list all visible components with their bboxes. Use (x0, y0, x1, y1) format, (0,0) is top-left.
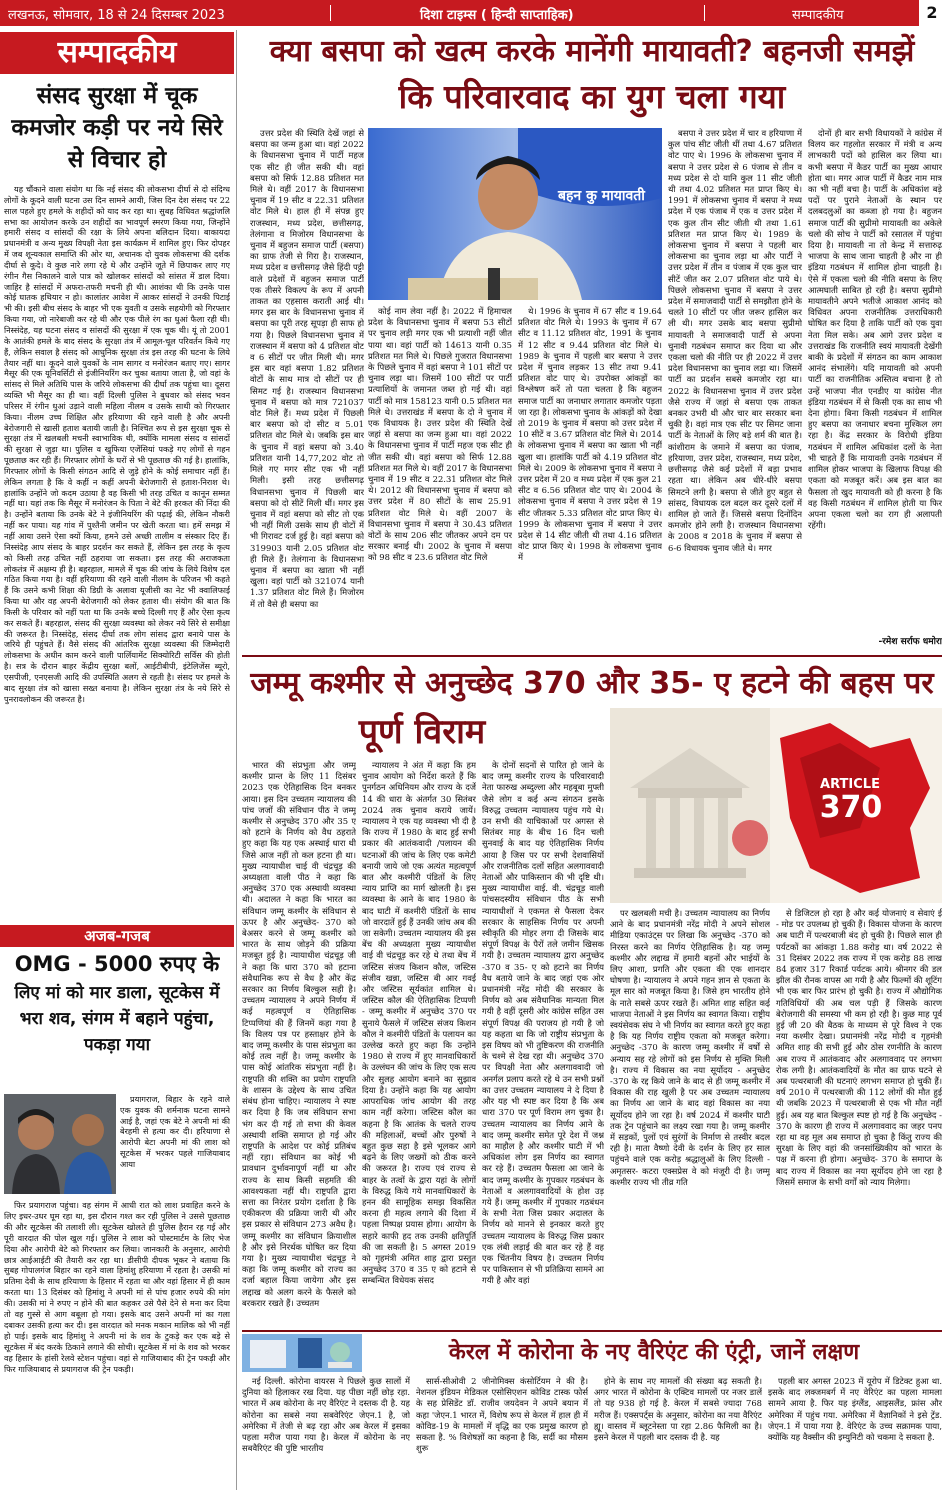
editorial-headline: संसद सुरक्षा में चूक कमजोर कड़ी पर नये सिरे से विचार हो (11, 83, 223, 173)
mayawati-author: -रमेश सर्राफ धमोरा (878, 637, 942, 647)
ajab-headline-line1: OMG - 5000 रुपए के (14, 952, 220, 976)
kerala-col2: सार्स-सीओवी 2 जीनोमिक्स कंसोर्टियम ने की है। नेशनल इंडियन मेडिकल एसोसिएशन कोविड टास्क फोर्स के सह प्रेसिडेंट डॉ. राजीव जयदेवन ने अपने बयान में कहा 'जेएन.1 भारत में, विशेष रूप से केरल में हाल ही में कोविड-19 के मामलों में वृद्धि का एक प्रमुख कारण हो सकता है. % विशेषज्ञों का कहना है कि, सर्दी का मौसम शुरू (416, 1376, 588, 1454)
photo-caption: बहन कु मायावती (558, 188, 645, 204)
article370-headline-line2: पूर्ण विराम (358, 712, 486, 752)
mayawati-headline-line1: क्या बसपा को खत्म करके मानेंगी मायावती? बहनजी समझें (269, 34, 915, 69)
dateline: लखनऊ, सोमवार, 18 से 24 दिसम्बर 2023 (8, 8, 225, 23)
article370-col1: भारत की संप्रभुता और जम्मू कश्मीर प्रान्त के लिए 11 दिसंबर 2023 एक ऐतिहासिक दिन बनकर आया। इस दिन उच्चतम न्यायालय की पांच जजों की संविधान पीठ ने जम्मू कश्मीर से अनुच्छेद 370 और 35 ए को हटाने के निर्णय को वैध ठहराते हुए कहा कि यह एक अस्थाई धारा थी जिसे आज नहीं तो कल हटना ही था। मुख्य न्यायाधीश चाई वी चंद्रचूड़ की अध्यक्षता वाली पीठ ने कहा कि अनुच्छेद 370 एक अस्थायी व्यवस्था थी। अदालत ने कहा कि भारत का संविधान जम्मू कश्मीर के संविधान से ऊपर है और अनुच्छेद- 370 को बेअसर करने से जम्मू कश्मीर को भारत के साथ जोड़ने की प्रक्रिया मजबूत हुई है। न्यायाधीश चंद्रचूड़ जी ने कहा कि धारा 370 को हटाना संवैधानिक रूप से वैध है और केंद्र सरकार का निर्णय बिल्कुल सही है। उच्चतम न्यायालय ने अपने निर्णय में कई महत्वपूर्ण व ऐतिहासिक टिप्पणियां की हैं जिनमें कहा गया है कि विलय पत्र पर हस्ताक्षर होने के बाद जम्मू कश्मीर के पास संप्रभुता का कोई तत्व नहीं है। जम्मू कश्मीर के पास कोई आंतरिक संप्रभुता नहीं है। राष्ट्रपति की शक्ति का प्रयोग राष्ट्रपति के शासन के उद्देश्य के साथ उचित संबंध होना चाहिए। न्यायालय ने स्पष्ट कर दिया है कि जब संविधान सभा भंग कर दी गई तो सभा की केवल अस्थायी शक्ति समाप्त हो गई और राष्ट्रपति के आदेश पर कोई प्रतिबंध नहीं रहा। संविधान का कोई भी प्रावधान दुर्भावनापूर्ण नहीं था और राज्य के साथ किसी सहमति की आवश्यकता नहीं थी। राष्ट्रपति द्वारा सत्ता का निरंतर प्रयोग दर्शाता है कि एकीकरण की प्रक्रिया जारी थी और इस प्रकार से संविधान 273 अवैध है। जम्मू कश्मीर का संविधान क्रियाशील है और इसे निरर्थक घोषित कर दिया गया है। मुख्य न्यायाधीश चंद्रचूड़ ने कहा कि जम्मू कश्मीर को राज्य का दर्जा बहाल किया जायेगा और इस लद्दाख को अलग करने के फैसले को बरकरार रखते हैं। उच्चतम (242, 760, 356, 1308)
mayawati-col4: बसपा ने उत्तर प्रदेश में चार व हरियाणा में कुल पांच सीट जीती थीं तथा 4.67 प्रतिशत वोट पाए थे। 1996 के लोकसभा चुनाव में बसपा ने उत्तर प्रदेश से 6 पंजाब से तीन व मध्य प्रदेश से दो यानि कुल 11 सीट जीती थी तथा 4.02 प्रतिशत मत प्राप्त किए थे। 1991 में लोकसभा चुनाव में बसपा ने मध्य प्रदेश में एक पंजाब में एक व उत्तर प्रदेश में एक कुल तीन सीट जीती थी तथा 1.61 प्रतिशत मत प्राप्त किए थे। 1989 के लोकसभा चुनाव में बसपा ने पहली बार लोकसभा का चुनाव लड़ा था और पार्टी ने उत्तर प्रदेश में तीन व पंजाब में एक कुल चार सीटें जीत कर 2.07 प्रतिशत वोट पाये थे। पिछले लोकसभा चुनाव में बसपा ने उत्तर प्रदेश में समाजवादी पार्टी से समझौता होने के चलते 10 सीटों पर जीत जरूर हासिल कर ली थी। मगर उसके बाद बसपा सुप्रीमो मायावती ने समाजवादी पार्टी से अपना चुनावी गठबंधन समाप्त कर दिया था और एकला चलो की नीति पर ही 2022 में उत्तर प्रदेश विधानसभा का चुनाव लड़ा था। जिसमें पार्टी का प्रदर्शन सबसे कमजोर रहा था। 2022 के विधानसभा चुनाव में उत्तर प्रदेश जैसे राज्य में जहां से बसपा एक ताकत बनकर उभरी थी और चार बार सरकार बना चुकी है। वहां मात्र एक सीट पर सिमट जाना पार्टी के नेताओं के लिए बड़े शर्म की बात है। कांशीराम के जमाने में बसपा का पंजाब, हरियाणा, उत्तर प्रदेश, राजस्थान, मध्य प्रदेश, छत्तीसगढ़ जैसे कई प्रदेशों में बड़ा प्रभाव रहता था। लेकिन अब धीरे-धीरे बसपा सिमटने लगी है। बसपा से जीते हुए बहुत से सांसद, विधायक दल बदल कर दूसरे दलों में शामिल हो जाते हैं। जिससे बसपा दिनोंदिन कमजोर होने लगी है। राजस्थान विधानसभा के 2008 व 2018 के चुनाव में बसपा से 6-6 विधायक चुनाव जीते थे। मगर (668, 128, 802, 553)
column-divider (236, 30, 237, 1490)
ajab-headline: लिए मां को मार डाला, सूटकेस में भरा शव, संगम में बहाने पहुंचा, पकड़ा गया (14, 983, 220, 1055)
kerala-photo (242, 1334, 362, 1372)
mayawati-headline-line2: कि परिवारवाद का युग चला गया (398, 77, 786, 116)
divider (704, 5, 705, 21)
mayawati-col2: कोई नाम लेवा नहीं है। 2022 में हिमाचल प्रदेश के विधानसभा चुनाव में बसपा 53 सीटों पर चुनाव लड़ी मगर एक भी प्रत्याशी नहीं जीत पाया था। वहां पार्टी को 14613 यानी 0.35 प्रतिशत मत मिले थे। पिछले गुजरात विधानसभा के पिछले चुनाव में वहां बसपा ने 101 सीटों पर चुनाव लड़ा था। जिसमें 100 सीटों पर पार्टी प्रत्याशियों के जमानत जब्त हो गई थी। वहां पार्टी को मात्र 158123 यानी 0.5 प्रतिशत मत मिले थे। उत्तराखंड में बसपा के दो ने चुनाव में एक विधायक है। उत्तर प्रदेश की स्थिति देखें जहां से बसपा का जन्म हुआ था। वहां 2022 के विधानसभा चुनाव में पार्टी महज एक सीट ही जीत सकी थी। वहां बसपा को सिर्फ 12.88 प्रतिशत मत मिले थे। वहीं 2017 के विधानसभा चुनाव में 19 सीट व 22.31 प्रतिशत वोट मिले थे। 2012 की विधानसभा चुनाव में बसपा को उत्तर प्रदेश में 80 सीटों के साथ 25.91 प्रतिशत वोट मिले थे। वहीं 2007 के विधानसभा चुनाव में बसपा ने 30.43 प्रतिशत वोटों के साथ 206 सीट जीतकर अपने दम पर सरकार बनाई थी। 2002 के चुनाव में बसपा को 98 सीट व 23.6 प्रतिशत वोट मिले (368, 306, 512, 563)
article370-headline-line1: जम्मू कश्मीर से अनुच्छेद 370 और 35- ए हटने की बहस पर (250, 666, 934, 701)
article370-badge-word: ARTICLE (820, 777, 880, 792)
ajab-label-box (0, 925, 234, 947)
section-name: सम्पादकीय (792, 8, 844, 23)
article370-col4: पर खलबली मची है। उच्चतम न्यायालय का निर्णय आने के बाद प्रधानमंत्री नरेंद्र मोदी ने अपने सोशल मीडिया एकाउंट्स पर लिखा कि अनुच्छेद -370 को निरस्त करने का निर्णय ऐतिहासिक है। यह जम्मू कश्मीर और लद्दाख में हमारी बहनों और भाईयों के लिए आशा, प्रगति और एकता की एक शानदार घोषणा है। न्यायालय ने अपने गहन ज्ञान से एकता के मूल सार को मजबूत किया है। जिसे हम भारतीय होने के नाते सबसे ऊपर रखते हैं। अमित शाह सहित कई भाजपा नेताओं ने इस निर्णय का स्वागत किया। राष्ट्रीय स्वयंसेवक संघ ने भी निर्णय का स्वागत करते हुए कहा है कि यह निर्णय राष्ट्रीय एकता को मजबूत करेगा। अनुच्छेद -370 के कारण जम्मू कश्मीर में वर्षों से अन्याय सह रहे लोगों को इस निर्णय से मुक्ति मिली है। राज्य में विकास का नया सूर्योदय - अनुच्छेद -370 के रद्द किये जाने के बाद से ही जम्मू कश्मीर में विकास की राह खुली है पर अब उच्चतम न्यायालय का निर्णय आ जाने के बाद वहां विकास का नया सूर्योदय होने जा रहा है। वर्ष 2024 में कश्मीर घाटी तक ट्रेन पहुंचाने का लक्ष्य रखा गया है। जम्मू कश्मीर में सड़कों, पुलों एवं सुरंगों के निर्माण से तस्वीर बदल रही है। माता वैष्णो देवी के दर्शन के लिए हर साल पहुंचने वाले एक करोड़ श्रद्धालुओं के लिए दिल्ली - अमृतसर- कटरा एक्सप्रेस वे को मंजूरी दी है। जम्मू कश्मीर राज्य भी तीव्र गति (610, 908, 770, 1187)
article370-badge-number: 370 (819, 790, 883, 825)
editorial-label-box (0, 32, 234, 74)
article370-col2: न्यायालय ने अंत में कहा कि हम चुनाव आयोग को निर्देश करते हैं कि पुनर्गठन अधिनियम और राज्य के दर्जे 14 की धारा के अंतर्गत 30 सितंबर 2024 तक चुनाव कराये जायें। न्यायालय ने एक यह व्यवस्था भी दी है कि राज्य में 1980 के बाद हुई सभी प्रकार की आतंकवादी /पलायन की घटनाओं की जांच के लिए एक कमेटी बनायी जाये जो एक अत्यंत महत्वपूर्ण बात और कश्मीरी पंडितों के लिए न्याय प्राप्ति का मार्ग खोलती है। इस व्यवस्था के आने के बाद 1980 के बाद घाटी में कश्मीरी पंडितों के साथ जो वारदातें हुई हैं उनकी जांच अब की जा सकेगी। उच्चतम न्यायालय की इस बेंच की अध्यक्षता मुख्य न्यायाधीश वाई वी चंद्रचूड़ कर रहे थे तथा बेंच में जस्टिस संजय किशन कौल, जस्टिस संजीव खन्ना, जस्टिस बी आर गवई और जस्टिस सूर्यकांत शामिल थे। जस्टिस कौल की ऐतिहासिक टिप्पणी - जम्मू कश्मीर में अनुच्छेद 370 पर सुनाये फैसले में जस्टिस संजय किशन कौल ने कश्मीरी पंडितों के पलायन का उल्लेख करते हुए कहा कि उन्होंने 1980 से राज्य में हुए मानवाधिकारों के उल्लंघन की जांच के लिए एक सत्य और सुलह आयोग बनाने का सुझाव दिया है। उन्होंने कहा कि यह आयोग आपराधिक जांच आयोग की तरह काम नहीं करेगा। जस्टिस कौल का कहना है कि आतंक के चलते राज्य की महिलाओं, बच्चों और पुरुषों ने बहुत कुछ सहा है इसे भूलकर आगे बढ़ने के लिए जख्मों को ठीक करने की जरूरत है। राज्य एवं राज्य से बाहर के तत्वों के द्वारा यहां के लोगों के विरुद्ध किये गये मानवाधिकारों के हनन की सामूहिक समझ विकसित करना ही महत्व लगाने की दिशा में पहला निष्पक्ष प्रयास होगा। आयोग के सहारे काफी हद तक उनकी क्षतिपूर्ति की जा सकती है। 5 अगस्त 2019 को गृहमंत्री अमित शाह द्वारा प्रस्तुत अनुच्छेद 370 व 35 ए को हटाने से सम्बन्धित विधेयक संसद (362, 760, 476, 1286)
ajab-label: अजब-गजब (84, 927, 150, 945)
kerala-headline: केरल में कोरोना के नए वैरिएंट की एंट्री, जानें लक्षण (448, 1340, 860, 1365)
ajab-photo (4, 1094, 116, 1194)
ajab-body: फिर प्रयागराज पहुंचा। वह संगम में आधी रात को लाश प्रवाहित करने के लिए इधर-उधर घूम रहा था, इस दौरान गश्त कर रही पुलिस ने उससे पूछताछ की और सूटकेस की तलाशी ली। सूटकेस खोलते ही पुलिस हैरान रह गई और पूरी वारदात की पोल खुल गई। पुलिस ने लाश को पोस्टमार्टम के लिए भेज दिया और आरोपी बेटे को गिरफ्तार कर लिया। जानकारी के अनुसार, आरोपी छात्र आईआईटी की तैयारी कर रहा था। डीसीपी दीपक भूकर ने बताया कि सुबह गोपालगंज बिहार का रहने वाला हिमांशु हरियाणा में रहता है। उसकी मां प्रतिमा देवी के साथ हरियाणा के हिसार में रहता था और वहां हिसार में ही काम करता था। 13 दिसंबर को हिमांशु ने अपनी मां से पांच हजार रुपये की मांग की। उसकी मां ने रुपए न होने की बात कहकर उसे पैसे देने से मना कर दिया तो वह गुस्से से आग बबूला हो गया। इसके बाद उसने अपनी मां का गला दबाकर उसकी हत्या कर दी। इस वारदात को मनक मकान मालिक को भी नहीं हो पाई। इसके बाद हिमांशु ने अपनी मां के शव के टुकड़े कर एक बड़े से सूटकेस में बंद करके ठिकाने लगाने की सोची। सूटकेस में मां के शव को भरकर वह हिसार के हांसी रेलवे स्टेशन पहुंचा। वहां से गाजियाबाद की ट्रेन पकड़ी और फिर गाजियाबाद से प्रयागराज की ट्रेन पकड़ी। (4, 1200, 230, 1374)
kerala-col3: होने के साथ नए मामलों की संख्या बढ़ सकती है। अगर भारत में कोरोना के एक्टिव मामलों पर नजर डालें तो यह 938 हो गई है. केरल में सबसे ज्यादा 768 मरीज हैं। एक्सपर्ट्स के अनुसार, कोरोना का नया वैरिएंट ह्यू। वास्तव में ब्लूटनेस्ता पा रहा 2.86 फैमिली का है। इसने केरल में पहली बार दस्तक दी है. यह (594, 1376, 762, 1443)
ajab-intro: प्रयागराज, बिहार के रहने वाले एक युवक की शर्मनाक घटना सामने आई है, जहां एक बेटे ने अपनी मां की बेरहमी से हत्या कर दी। हरियाणा से आरोपी बेटा अपनी मां की लाश को सूटकेस में भरकर पहले गाजियाबाद आया (120, 1094, 230, 1169)
page-number: 2 (919, 0, 945, 26)
article370-col3: के दोनों सदनों से पारित हो जाने के बाद जम्मू कश्मीर राज्य के परिवारवादी नेता फारुख अब्दुल्ला और महबूबा मुफ्ती जैसे लोग व कई अन्य संगठन इसके विरुद्ध उच्चतम न्यायालय पहुंच गये थे। उन सभी की याचिकाओं पर अगस्त से सितंबर माह के बीच 16 दिन चली सुनवाई के बाद यह ऐतिहासिक निर्णय आया है जिस पर पर सभी देशवासियों और राजनीतिक दलों सहित अलगाववादी नेताओं और पाकिस्तान की भी दृष्टि थी। मुख्य न्यायाधीश वाई. वी. चंद्रचूड़ वाली पांचसदस्यीय संविधान पीठ के सभी न्यायाधीशों ने एकमत से फैसला देकर सरकार के साहसिक निर्णय पर अपनी स्वीकृति की मोहर लगा दी जिसके बाद संपूर्ण विपक्ष के पैरों तले जमीन खिसक गयी है। उच्चतम न्यायालय द्वारा अनुच्छेद -370 व 35- ए को हटाने का निर्णय वैध बताये जाने के बाद जहां एक ओर प्रधानमंत्री नरेंद्र मोदी की सरकार के निर्णय को अब संवैधानिक मान्यता मिल गयी है वहीं दूसरी ओर कांग्रेस सहित उस संपूर्ण विपक्ष की पराजय हो गयी है जो यह कहता था कि जो राष्ट्रीय संप्रभुता के इस विषय को भी तुष्टिकरण की राजनीति के चश्मे से देख रहा थी। अनुच्छेद 370 पर विपक्षी नेता और अलगाववादी जो अनर्गल प्रलाप करते रहे थे उन सभी प्रश्नों का उत्तर उच्चतम न्यायालय ने दे दिया है और यह भी स्पष्ट कर दिया है कि अब धारा 370 पर पूर्ण विराम लग चुका है। उच्चतम न्यायालय का निर्णय आने के बाद जम्मू कश्मीर समेत पूरे देश में जश्न का माहौल है और कश्मीर घाटी में भी अधिकांश लोग इस निर्णय का स्वागत कर रहे हैं। उच्चतम फैसला आ जाने के बाद जम्मू कश्मीर के गुपकार गठबंधन के नेताओं व अलगाववादियों के होश उड़ गये हैं। जम्मू कश्मीर में गुपकार गठबंधन के सभी नेता जिस प्रकार अदालत के निर्णय को मानने से इनकार करते हुए उच्चतम न्यायालय के विरुद्ध जिस प्रकार एक लंबी लड़ाई की बात कर रहे हैं वह एक चिंतनीय विषय है। उच्चतम निर्णय पर पाकिस्तान से भी प्रतिक्रिया सामने आ गयी है और वहां (482, 760, 604, 1286)
article370-illustration (610, 708, 942, 903)
mayawati-col3: थे। 1996 के चुनाव में 67 सीट व 19.64 प्रतिशत वोट मिले थे। 1993 के चुनाव में 67 सीट व 11.12 प्रतिशत वोट, 1991 के चुनाव में 12 सीट व 9.44 प्रतिशत वोट मिले थे। 1989 के चुनाव में पहली बार बसपा ने उत्तर प्रदेश में चुनाव लड़कर 13 सीट तथा 9.41 प्रतिशत वोट पाए थे। उपरोक्त आंकड़ों का विश्लेषण करें तो पता चलता है कि बहुजन समाज पार्टी का जनाधार लगातार कमजोर पड़ता जा रहा है। लोकसभा चुनाव के आंकड़ों को देखा तो 2019 के चुनाव में बसपा को उत्तर प्रदेश में 10 सीटें व 3.67 प्रतिशत वोट मिले थे। 2014 के लोकसभा चुनाव में बसपा का खाता भी नहीं खुला था। हालांकि पार्टी को 4.19 प्रतिशत वोट मिले थे। 2009 के लोकसभा चुनाव में बसपा ने उत्तर प्रदेश में 20 व मध्य प्रदेश में एक कुल 21 सीट व 6.56 प्रतिशत वोट पाए थे। 2004 के लोकसभा चुनाव में बसपा ने उत्तर प्रदेश से 19 सीट जीतकर 5.33 प्रतिशत वोट प्राप्त किए थे। 1999 के लोकसभा चुनाव में बसपा ने उत्तर प्रदेश से 14 सीट जीती थी तथा 4.16 प्रतिशत वोट प्राप्त किए थे। 1998 के लोकसभा चुनाव में (518, 306, 662, 563)
mayawati-photo (368, 128, 662, 300)
editorial-body: यह चौंकाने वाला संयोग था कि नई संसद की लोकसभा दीर्घा से दो संदिग्ध लोगों के कूदने वाली घटना उस दिन सामने आयी, जिस दिन देश संसद पर 22 साल पहले हुए हमले के शहीदों को याद कर रहा था। सुबह विधिवत श्रद्धांजलि सभा का आयोजन करके उन शहीदों का भावपूर्ण स्मरण किया गया, जिन्होंने हमारी संसद व सांसदों की रक्षा के लिये अपना बलिदान दिया। बाकायदा प्रधानमंत्री व अन्य मुख्य विपक्षी नेता इस कार्यक्रम में शामिल हुए। फिर दोपहर में जब शून्यकाल समाप्ति की ओर था, अचानक दो युवक लोकसभा की दर्शक दीर्घा से कूदे। वे कुछ नारे लगा रहे थे और उन्होंने जूते में छिपाकर लाए गए रंगीन गैस निकालने वाले पात्र को खोलकर सांसदों को सांसत में डाल दिया। जाहिर है सांसदों में अफरा-तफरी मचनी ही थी। आशंका थी कि उनके पास कोई घातक हथियार न हो। कालांतर आवेश में आकर सांसदों ने उनकी पिटाई भी की। इसी बीच संसद के बाहर भी एक युवती व उसके सहयोगी को गिरफ्तार किया गया, जो नारेबाजी कर रहे थी और एक पीले रंग का धुआं फैला रही थी। निस्संदेह, यह घटना संसद व सांसदों की सुरक्षा में एक चूक थी। यूं तो 2001 के आतंकी हमले के बाद संसद के सुरक्षा तंत्र में आमूल-चूल परिवर्तन किये गए हैं, लेकिन सवाल है संसद को आधुनिक सुरक्षा तंत्र इस तरह की घटना के लिये तैयार नहीं था। कूदने वाले युवकों के नाम सागर व मनोरंजन बताए गए। सागर मैसूर की एक यूनिवर्सिटी से इंजीनियरिंग कर चुका बताया जाता है, जो वहां के सांसद से मिले अतिथि पास के जरिये लोकसभा की दीर्घा तक पहुंचा था। दूसरा व्यक्ति भी मैसूर का ही था। वहीं दिल्ली पुलिस ने बुधवार को संसद भवन परिसर में रंगीन धुआं उड़ाने वाली महिला नीलम व उसके साथी को गिरफ्तार किया। नीलम उच्च शिक्षित और हरियाणा की रहने वाली है और अपनी बेरोजगारी से खासी हताश बतायी जाती है। निश्चित रूप से इस सुरक्षा चूक से सुरक्षा तंत्र में खलबली मचनी स्वाभाविक थी, क्योंकि मामला संसद व सांसदों की सुरक्षा से जुड़ा था। पुलिस व खुफिया एजेंसियां पकड़े गए लोगों से गहन पूछताछ कर रही हैं। गिरफ्तार लोगों के घरों से भी पूछताछ की गई है। हालांकि, गिरफ्तार लोगों के किसी संगठन आदि से जुड़े होने के कोई समाचार नहीं हैं। लेकिन लगता है कि वे कहीं न कहीं अपनी बेरोजगारी से हताश-निराश थे। हालांकि उन्होंने जो कदम उठाया है वह किसी भी तरह उचित व कानून सम्मत नहीं था। यहां तक कि मैसूर में मनोरंजन के पिता ने बेटे की हरकत की निंदा की है। उन्होंने बताया कि उनके बेटे ने इंजीनियरिंग की पढ़ाई की, लेकिन नौकरी नहीं कर पाया। यह गांव में पुश्तैनी जमीन पर खेती करता था। हमें समझ में नहीं आया उसने ऐसा क्यों किया, हमने उसे अच्छी तालीम व संस्कार दिए हैं। निस्संदेह आप संसद के बाहर प्रदर्शन कर सकते हैं, लेकिन इस तरह के कृत्य को किसी तरह उचित नहीं ठहराया जा सकता। इस तरह की अराजकता लोकतंत्र में अक्षम्य ही है। बहरहाल, मामले में चूक की जांच के लिये विशेष दल गठित किया गया है। वहीं हरियाणा की रहने वाली नीलम के परिजन भी कहते हैं कि उसने कभी शिक्षा की डिग्री के अलावा यूजीसी का नेट भी क्वालिफाई किया था और वह अपनी बेरोजगारी को लेकर हताश थी। संयोग की बात कि किसी के परिवार को नहीं पता था कि उनके बच्चे दिल्ली गए हैं और ऐसा कृत्य कर सकते हैं। बहरहाल, संसद की सुरक्षा व्यवस्था को लेकर नये सिरे से समीक्षा की जरूरत है। निस्संदेह, संसद दीर्घा तक लोग सांसद द्वारा बनाये पास के जरिये ही पहुंचते हैं। वैसे संसद की आंतरिक सुरक्षा व्यवस्था की जिम्मेदारी लोकसभा के अधीन काम करने वाली पार्लियामेंट सिक्योरिटी सर्विस की होती है। सत्र के दौरान बाहर केंद्रीय सुरक्षा बलों, आईटीबीपी, इंटेलिजेंस ब्यूरो, एसपीजी, एनएसजी आदि की उपस्थिति अलग से रहती है। संसद पर हमले के बाद सुरक्षा तंत्र को खासा सख्त बनाया है। लेकिन सुरक्षा तंत्र के नये सिरे से पुनरावलोकन की जरूरत है। (4, 184, 230, 704)
kerala-col4: पहली बार अगस्त 2023 में यूरोप में डिटेक्ट हुआ था. इसके बाद लक्जमबर्ग में नए वेरिएंट का पहला मामला सामने आया है. फिर यह इंग्लैंड, आइसलैंड, फ्रांस और अमेरिका में पहुंच गया. अमेरिका में वैज्ञानिकों ने इसे ट्रेंड. जेएन.1 में पाया गया है. वेरिएंट के उच्च सक्रामक पाया, क्योंकि यह वैक्सीन की इम्युनिटी को चकमा दे सकता है. (768, 1376, 942, 1443)
top-bar (0, 0, 945, 26)
article370-col5: से डिजिटल हो रहा है और कई योजनाएं व सेवाएं ई - मोड पर उपलब्ध हो चुकी हैं। विकास योजना के कारण अब घाटी में पत्थरबाजी बंद हो चुकी है। पिछले साल ही पर्यटकों का आंकड़ा 1.88 करोड़ था। वर्ष 2022 से 31 दिसंबर 2022 तक राज्य में एक करोड़ 88 लाख 84 हजार 317 रिकार्ड पर्यटक आये। श्रीनगर की डल झील की रौनक वापस आ गयी है और फिल्मों की शूटिंग भी एक बार फिर प्रारंभ हो चुकी है। राज्य में औद्योगिक गतिविधियों की अब चल पड़ी हैं जिसके कारण बेरोजगारी की समस्या भी कम हो रही है। कुछ माह पूर्व हुई जी 20 की बैठक के माध्यम से पूरे विश्व ने एक नया कश्मीर देखा। प्रधानमंत्री नरेंद्र मोदी व गृहमंत्री अमित शाह की सभी हुई और ठोस रणनीति के कारण अब राज्य में आतंकवाद और अलगाववाद पर लगभग रोक लगी है। आतंकवादियों के मौत का ग्राफ घटने से अब पत्थरबाजी की घटनाएं लगभग समाप्त हो चुकी हैं। वर्ष 2010 में पत्थरबाजी की 112 लोगों की मौत हुई थी जबकि 2023 में पत्थरबाजी से एक भी मौत नहीं हुई। अब यह बात बिल्कुल स्पष्ट हो गई है कि अनुच्छेद - 370 के कारण ही राज्य में अलगाववाद का जहर पनप रहा था वह मूल अब समाप्त हो चुका है किंतु राज्य की सुरक्षा के लिए वहां की जनसांख्यिकीय को भारत के पक्ष में करना ही होगा। अनुच्छेद- 370 के समाप्त के बाद राज्य में विकास का नया सूर्योदय होने जा रहा है जिसमें समाज के सभी वर्गों को न्याय मिलेगा। (776, 908, 942, 1187)
paper-name: दिशा टाइम्स ( हिन्दी साप्ताहिक) (420, 8, 574, 23)
divider (330, 5, 331, 21)
editorial-label: सम्पादकीय (57, 35, 177, 70)
section-rule (242, 1330, 942, 1332)
mayawati-col5: दोनों ही बार सभी विधायकों ने कांग्रेस में विलय कर गहलोत सरकार में मंत्री व अन्य लाभकारी पदों को हासिल कर लिया था। कभी बसपा में कैडर पार्टी का मुख्य आधार होता था। मगर आज पार्टी में कैडर नाम मात्र का भी नहीं बचा है। पार्टी के अधिकांश बड़े पदों पर पुराने नेताओं के स्थान पर दलबदलुओं का कब्जा हो गया है। बहुजन समाज पार्टी की सुप्रीमो मायावती का अकेले चलो की सोच ने पार्टी को रसातल में पहुंचा दिया है। मायावती ना तो केन्द्र में सत्तारुढ़ भाजपा के साथ जाना चाहती है और ना ही इंडिया गठबंधन में शामिल होना चाहती है। ऐसे में एकला चलो की नीति बसपा के लिए आत्मघाती साबित हो रही है। बसपा सुप्रीमो मायावतीने अपने भतीजे आकाश आनंद को विधिवत अपना राजनीतिक उत्तराधिकारी घोषित कर दिया है ताकि पार्टी को एक युवा नेता मिल सके। अब आगे उत्तर प्रदेश व उत्तराखंड कि राजनीति स्वयं मायावती देखेंगी बाकी के प्रदेशों में संगठन का काम आकाश आनंद संभालेंगे। यदि मायावती को अपनी पार्टी का राजनीतिक अस्तित्व बचाना है तो उन्हें भाजपा नीत एनडीए या कांग्रेस नीत इंडिया गठबंधन में से किसी एक का साथ भी देना होगा। बिना किसी गठबंधन में शामिल हुए बसपा का जनाधार बचना मुश्किल लग रहा है। केंद्र सरकार के विरोधी इंडिया गठबंधन में शामिल अधिकांश दलों के नेता भी चाहते हैं कि मायावती उनके गठबंधन में शामिल होकर भाजपा के खिलाफ विपक्ष की एकता को मजबूत करें। अब इस बात का फैसला तो खुद मायावती को ही करना है कि वह किसी गठबंधन में शामिल होती या फिर अपना एकला चलो का राग ही अलापती रहेंगी। (808, 128, 942, 531)
kerala-col1: नई दिल्ली. कोरोना वायरस ने पिछले कुछ सालों में दुनिया को हिलाकर रख दिया. यह पीछा नहीं छोड़ रहा. भारत में अब कोरोना के नए वैरिएंट ने दस्तक दी है. यह कोरोना का सबसे नया सबवेरिएंट जेएन.1 है, जो अमेरिका में तेजी से बढ़ रहा और अब केरल में इसका पहला मरीज पाया गया है। केरल में कोरोना के नए सबवैरिएंट की पुष्टि भारतीय (242, 1376, 410, 1454)
section-rule (242, 655, 942, 657)
mayawati-col1: उत्तर प्रदेश की स्थिति देखें जहां से बसपा का जन्म हुआ था। वहां 2022 के विधानसभा चुनाव में पार्टी महज एक सीट ही जीत सकी थी। वहां बसपा को सिर्फ 12.88 प्रतिशत मत मिले थे। वहीं 2017 के विधानसभा चुनाव में 19 सीट व 22.31 प्रतिशत वोट मिले थे। हाल ही में संपन्न हुए राजस्थान, मध्य प्रदेश, छत्तीसगढ़, तेलंगाना व मिजोरम विधानसभा के चुनाव में बहुजन समाज पार्टी (बसपा) का ग्राफ तेजी से गिरा है। राजस्थान, मध्य प्रदेश व छत्तीसगढ़ जैसे हिंदी पट्टी वाले प्रदेशों में बहुजन समाज पार्टी एक तीसरे विकल्प के रूप में अपनी ताकत का एहसास कराती आई थी। मगर इस बार के विधानसभा चुनाव में बसपा का पूरी तरह सूपड़ा ही साफ हो गया है। पिछले विधानसभा चुनाव में राजस्थान में बसपा को 4 प्रतिशत वोट व 6 सीटों पर जीत मिली थी। मगर इस बार वहां बसपा 1.82 प्रतिशत वोटों के साथ मात्र दो सीटों पर ही सिमट गई है। राजस्थान विधानसभा चुनाव में बसपा को मात्र 721037 वोट मिले हैं। मध्य प्रदेश में पिछली बार बसपा को दो सीट व 5.01 प्रतिशत वोट मिले थे। जबकि इस बार के चुनाव में वहां बसपा को 3.40 प्रतिशत यानी 14,77,202 वोट तो मिले गए मगर सीट एक भी नहीं मिली। इसी तरह छत्तीसगढ़ विधानसभा चुनाव में पिछली बार बसपा को दो सीटें मिली थीं। मगर इस चुनाव में वहां बसपा को सीट तो एक भी नहीं मिली उसके साथ ही वोटों में भी गिरावट दर्ज हुई है। वहां बसपा को 319903 यानी 2.05 प्रतिशत वोट ही मिले हैं। तेलंगाना के विधानसभा चुनाव में बसपा का खाता भी नहीं खुला। वहां पार्टी को 321074 यानी 1.37 प्रतिशत वोट मिले हैं। मिजोरम में तो वैसे ही बसपा का (250, 128, 364, 609)
